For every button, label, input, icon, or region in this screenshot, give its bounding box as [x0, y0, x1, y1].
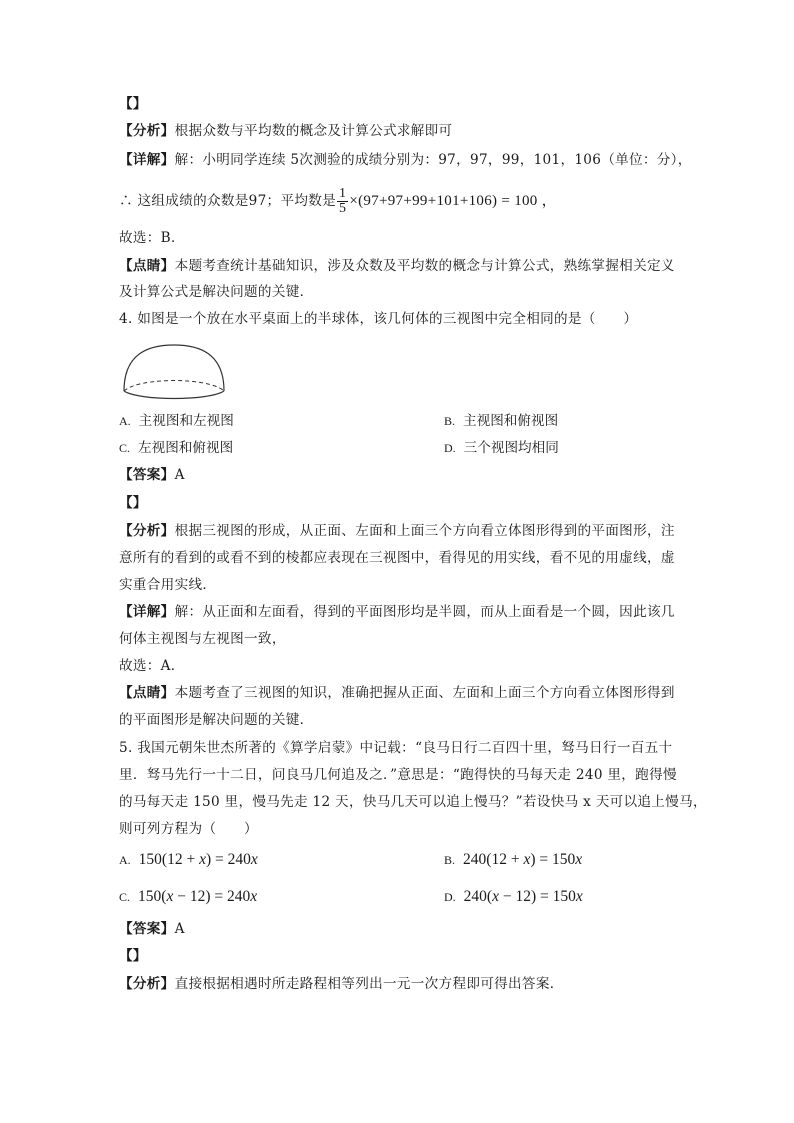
q5-option-b: B. 240(12 + x) = 150x [444, 851, 583, 868]
q5-stem-2: 里．驽马先行一十二日，问良马几何追及之．”意思是：“跑得快的马每天走 240 里，跑得慢 [119, 767, 677, 783]
q4-answer-tag: 【答案】 [119, 467, 175, 483]
q4-detail-2: 何体主视图与左视图一致， [119, 631, 286, 647]
q5-answer-value: A [174, 921, 185, 937]
q4-choose: 故选：A． [119, 658, 185, 674]
q4-answer-value: A [174, 467, 185, 483]
q5-blank-marker: 【】 [119, 948, 147, 964]
hemisphere-figure [119, 343, 229, 403]
q4-analysis-1: 【分析】根据三视图的形成，从正面、左面和上面三个方向看立体图形得到的平面图形，注 [119, 523, 675, 539]
q4-comment-tag: 【点睛】 [119, 685, 175, 701]
q3-mean-line [119, 187, 557, 216]
q3-fraction [337, 187, 348, 216]
q5-answer-tag: 【答案】 [119, 921, 175, 937]
q4-option-a: A. 主视图和左视图 [119, 413, 234, 429]
q3-comment-text-1: 本题考查统计基础知识，涉及众数及平均数的概念与计算公式，熟练掌握相关定义 [174, 258, 675, 274]
q4-detail-tag: 【详解】 [119, 604, 175, 620]
q5-stem-1: 5. 我国元朝朱世杰所著的《算学启蒙》中记载：“良马日行二百四十里，驽马日行一百五十 [119, 740, 673, 756]
q5-stem-3: 的马每天走 150 里，慢马先走 12 天，快马几天可以追上慢马？”若设快马 x 天可以追上慢马， [119, 794, 707, 810]
q4-answer [119, 465, 185, 485]
q4-option-d: D. 三个视图均相同 [444, 440, 559, 456]
q4-option-b: B. 主视图和俯视图 [444, 413, 559, 429]
q3-mean-expr: ×(97+97+99+101+106) = 100 ， [349, 193, 557, 209]
q4-analysis-tag: 【分析】 [119, 523, 175, 539]
q5-answer [119, 919, 185, 939]
q3-analysis [119, 121, 452, 141]
q3-mode-text: ∴ 这组成绩的众数是97；平均数是 [119, 193, 337, 209]
q4-analysis-2: 意所有的看到的或看不到的棱都应表现在三视图中，看得见的用实线，看不见的用虚线，虚 [119, 550, 675, 566]
q3-blank-marker: 【】 [119, 96, 147, 112]
q3-comment-2: 及计算公式是解决问题的关键． [119, 284, 314, 300]
q5-option-c: C. 150(x − 12) = 240x [119, 888, 258, 905]
q3-comment-1 [119, 256, 675, 276]
q3-frac-den: 5 [339, 201, 347, 216]
q3-analysis-tag: 【分析】 [119, 123, 175, 139]
q5-analysis: 【分析】直接根据相遇时所走路程相等列出一元一次方程即可得出答案． [119, 976, 564, 992]
q5-option-d: D. 240(x − 12) = 150x [444, 888, 583, 905]
q3-comment-tag: 【点睛】 [119, 258, 175, 274]
q4-blank-marker: 【】 [119, 495, 147, 511]
q3-detail-tag: 【详解】 [119, 152, 175, 168]
q3-analysis-text: 根据众数与平均数的概念及计算公式求解即可 [174, 123, 453, 139]
q5-analysis-tag: 【分析】 [119, 976, 175, 992]
q4-analysis-3: 实重合用实线． [119, 577, 217, 593]
q3-detail-text: 解：小明同学连续 5次测验的成绩分别为：97，97，99，101，106（单位：分）， [174, 152, 692, 168]
q4-comment-1: 【点睛】本题考查了三视图的知识，准确把握从正面、左面和上面三个方向看立体图形得到 [119, 685, 675, 701]
q3-frac-num: 1 [339, 186, 347, 201]
q3-detail [119, 150, 692, 170]
q4-detail-1: 【详解】解：从正面和左面看，得到的平面图形均是半圆，而从上面看是一个圆，因此该几 [119, 604, 675, 620]
q3-choose: 故选：B． [119, 230, 185, 246]
q4-option-c: C. 左视图和俯视图 [119, 440, 234, 456]
q4-comment-2: 的平面图形是解决问题的关键． [119, 712, 314, 728]
q5-stem-4: 则可列方程为（ ） [119, 821, 258, 837]
q4-stem: 4. 如图是一个放在水平桌面上的半球体，该几何体的三视图中完全相同的是（ ） [119, 311, 638, 327]
q5-option-a: A. 150(12 + x) = 240x [119, 851, 258, 868]
